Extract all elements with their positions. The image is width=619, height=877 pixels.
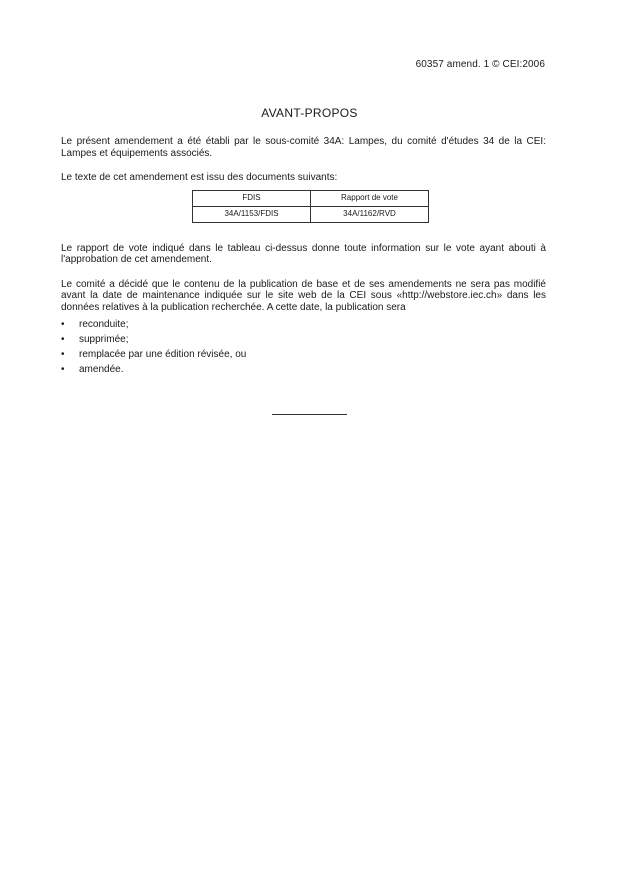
table-header-row: [193, 190, 429, 206]
document-reference: 60357 amend. 1 © CEI:2006: [415, 59, 545, 70]
vote-paragraph: Le rapport de vote indiqué dans le tableau ci-dessus donne toute information sur le vote ayant abouti à l'approbation de cet amendement.: [61, 242, 546, 265]
committee-paragraph: Le comité a décidé que le contenu de la publication de base et de ses amendements ne sera pas modifié avant la date de maintenance indiquée sur le site web de la CEI sous «http://webstore.iec.ch» dans les données relatives à la publication recherchée. A cette date, la publication sera: [61, 278, 546, 313]
table-cell-rvd: 34A/1162/RVD: [311, 206, 429, 222]
documents-table-wrapper: [61, 190, 546, 223]
options-list: [61, 319, 546, 376]
list-item: [61, 334, 546, 346]
list-item-text: reconduite;: [79, 319, 129, 330]
list-item: [61, 319, 546, 331]
table-header-fdis: FDIS: [193, 190, 311, 206]
bullet-icon: •: [61, 334, 65, 345]
intro-paragraph: Le présent amendement a été établi par le sous-comité 34A: Lampes, du comité d'études 34 de la CEI: Lampes et équipements associés.: [61, 136, 546, 159]
list-item: [61, 349, 546, 361]
document-body: [61, 136, 546, 379]
bullet-icon: •: [61, 364, 65, 375]
bullet-icon: •: [61, 349, 65, 360]
source-paragraph: Le texte de cet amendement est issu des documents suivants:: [61, 172, 338, 183]
page-title: AVANT-PROPOS: [261, 106, 358, 120]
documents-table: [192, 190, 429, 223]
table-row: [193, 206, 429, 222]
list-item: [61, 364, 546, 376]
list-item-text: remplacée par une édition révisée, ou: [79, 349, 247, 360]
bullet-icon: •: [61, 319, 65, 330]
list-item-text: amendée.: [79, 364, 124, 375]
end-rule-divider: [272, 414, 347, 415]
list-item-text: supprimée;: [79, 334, 129, 345]
table-header-vote-report: Rapport de vote: [311, 190, 429, 206]
table-cell-fdis: 34A/1153/FDIS: [193, 206, 311, 222]
